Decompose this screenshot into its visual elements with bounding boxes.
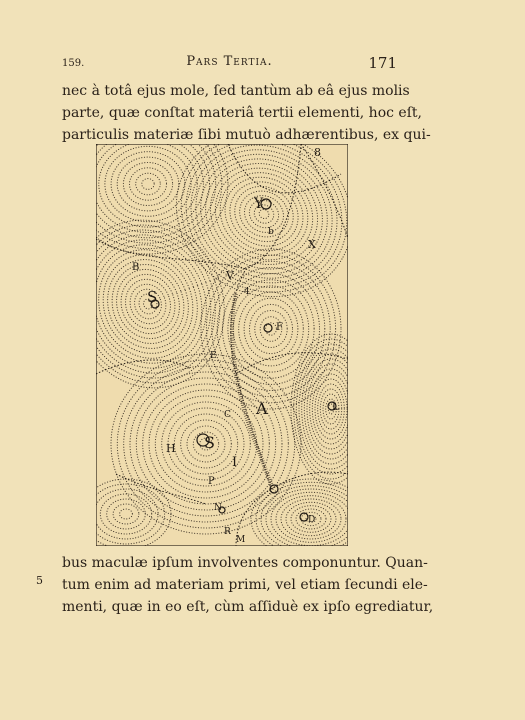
body-text-top — [62, 80, 431, 146]
text-line: nec à totâ ejus mole, ſed tantùm ab eâ ejus molis — [62, 83, 410, 99]
running-header — [62, 54, 397, 74]
figure-label: V — [226, 269, 234, 282]
figure-label: R — [224, 527, 231, 537]
figure-label: Y — [254, 196, 264, 212]
text-line: bus maculæ ipſum involventes componuntur. Quan- — [62, 555, 428, 571]
figure-label: P — [208, 476, 215, 487]
page-number: 171 — [368, 54, 397, 72]
text-line: tum enim ad materiam primi, vel etiam ſecundi ele- — [62, 577, 428, 593]
figure-label: b — [268, 227, 274, 237]
running-title: Pars Tertia. — [186, 54, 273, 69]
figure-label: E — [210, 351, 217, 361]
figure-label: A — [256, 399, 268, 418]
body-text-bottom — [62, 552, 434, 618]
text-line: menti, quæ in eo eſt, cùm aſſiduè ex ipſo egrediatur, — [62, 599, 434, 615]
margin-line-number: 5 — [36, 574, 43, 587]
section-number: 159. — [62, 58, 85, 69]
figure-label: I — [232, 455, 238, 470]
figure-label: X — [308, 238, 316, 251]
text-line: parte, quæ conſtat materiâ tertii elementi, hoc eſt, — [62, 105, 422, 121]
figure-label: L — [332, 402, 339, 413]
figure-label: 4 — [244, 287, 250, 297]
figure-label: H — [166, 442, 176, 455]
figure-label: N — [214, 503, 222, 513]
figure-label: C — [224, 410, 231, 420]
figure-label: 8 — [314, 146, 321, 159]
text-line: particulis materiæ ſibi mutuò adhærentibus, ex qui- — [62, 127, 431, 143]
figure-label: D — [308, 515, 316, 525]
figure-label: F — [276, 322, 283, 333]
vortex-engraving — [96, 144, 348, 546]
figure-label: M — [236, 535, 246, 545]
figure-label: S — [147, 288, 158, 306]
figure-label: S — [204, 433, 215, 452]
figure-label: B — [132, 262, 140, 273]
vortex-figure — [96, 144, 348, 546]
